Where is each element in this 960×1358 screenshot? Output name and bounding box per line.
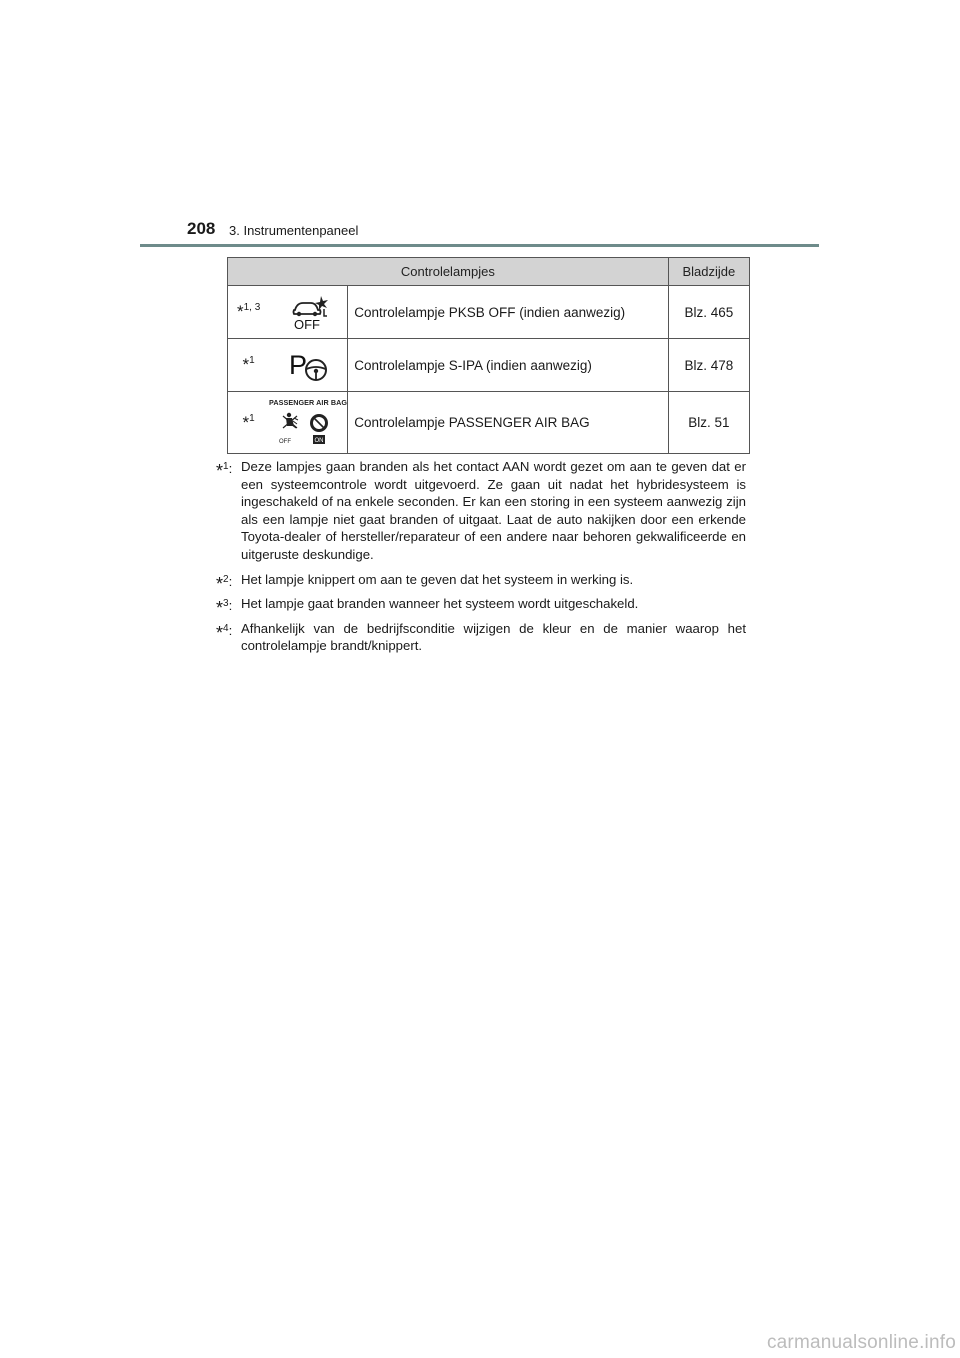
- lamp-description: Controlelampje PKSB OFF (indien aanwezig): [348, 286, 669, 339]
- page-number: 208: [187, 219, 216, 238]
- table-row: [228, 286, 750, 339]
- footnote-key: *$^2$:: [216, 573, 233, 594]
- svg-text:OFF: OFF: [294, 317, 321, 332]
- header-page: Bladzijde: [668, 258, 749, 286]
- passenger-airbag-icon: [269, 392, 348, 454]
- footnote-text: Het lampje knippert om aan te geven dat het systeem in werking is.: [241, 571, 634, 587]
- footnote-text: Afhankelijk van de bedrijfsconditie wijzigen de kleur en de manier waarop het controlelampje brandt/knippert.: [241, 620, 746, 654]
- footnote-key: *$^3$:: [216, 598, 233, 619]
- footnote-mark: *$^1$: [228, 339, 270, 392]
- table-row: [228, 339, 750, 392]
- table-header-row: [228, 258, 750, 286]
- asterisk-icon: *: [216, 573, 224, 594]
- lamp-description: Controlelampje PASSENGER AIR BAG: [348, 392, 669, 454]
- section-title: 3. Instrumentenpaneel: [229, 223, 359, 238]
- page-reference: Blz. 465: [668, 286, 749, 339]
- asterisk-icon: *: [236, 302, 244, 321]
- page-reference: Blz. 51: [668, 392, 749, 454]
- header-rule: [140, 244, 819, 247]
- footnote-item: [216, 620, 746, 655]
- page-reference: Blz. 478: [668, 339, 749, 392]
- footnote-text: Het lampje gaat branden wanneer het systeem wordt uitgeschakeld.: [241, 596, 639, 612]
- indicator-lamp-table: [227, 257, 750, 454]
- footnote-key: *$^1$:: [216, 461, 233, 481]
- footnotes: [216, 458, 746, 662]
- svg-text:P: P: [289, 350, 308, 380]
- svg-text:PASSENGER AIR BAG: PASSENGER AIR BAG: [269, 397, 348, 407]
- footnote-mark: *$^1$: [228, 392, 270, 454]
- footnote-item: [216, 571, 746, 594]
- asterisk-icon: *: [216, 622, 224, 643]
- svg-text:OFF: OFF: [279, 438, 292, 445]
- s-ipa-icon: [269, 339, 348, 392]
- header-lamps: Controlelampjes: [228, 258, 669, 286]
- asterisk-icon: *: [242, 355, 250, 374]
- footnote-mark: *$^{1, 3}$: [228, 286, 270, 339]
- watermark: carmanualsonline.info: [766, 1332, 956, 1353]
- lamp-description: Controlelampje S-IPA (indien aanwezig): [348, 339, 669, 392]
- footnote-text: Deze lampjes gaan branden als het contact AAN wordt gezet om aan te geven dat er een systeemcontrole wordt uitgevoerd. Ze gaan uit nadat het hybridesysteem is ingeschakeld of na enkele seconden. Er kan een storing in een systeem aanwezig zijn als een lampje niet gaat branden of uitgaat. Laat de auto nakijken door een erkende Toyota-dealer of hersteller/reparateur of een andere naar behoren gekwalificeerde en uitgeruste deskundige.: [241, 459, 746, 562]
- pksb-off-icon: [269, 286, 348, 339]
- table-row: [228, 392, 750, 454]
- footnote-key: *$^4$:: [216, 622, 233, 643]
- footnote-item: [216, 458, 746, 564]
- asterisk-icon: *: [216, 461, 224, 481]
- asterisk-icon: *: [242, 412, 250, 432]
- asterisk-icon: *: [216, 598, 224, 619]
- svg-text:ON: ON: [314, 437, 324, 444]
- footnote-item: [216, 595, 746, 619]
- page-header: [187, 215, 819, 247]
